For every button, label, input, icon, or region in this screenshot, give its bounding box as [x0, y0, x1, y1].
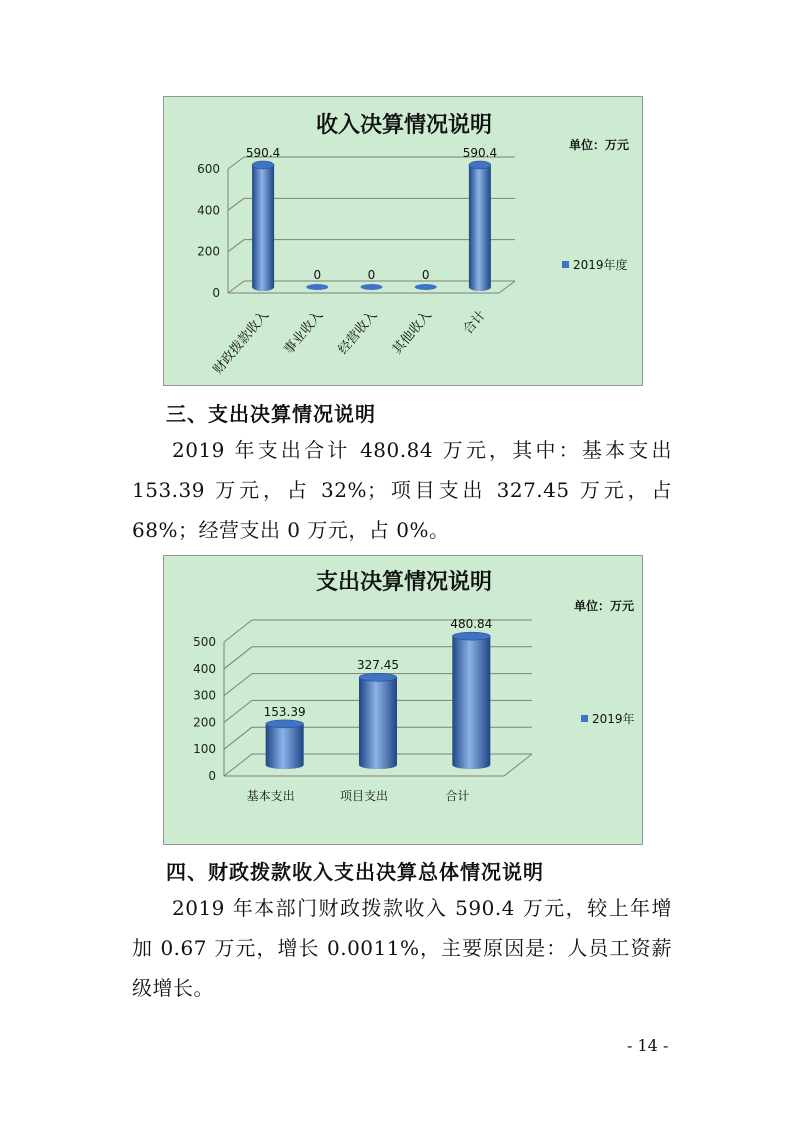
- bar-top: [359, 673, 397, 681]
- legend-label: 2019年: [592, 712, 635, 726]
- unit-label: 单位：万元: [568, 138, 629, 152]
- legend-swatch: [562, 261, 569, 268]
- data-label: 0: [367, 268, 376, 282]
- x-tick-label: 基本支出: [246, 789, 295, 803]
- bar-top: [252, 161, 274, 169]
- y-tick-label: 0: [208, 769, 216, 783]
- bar: [361, 284, 383, 290]
- y-tick-label: 100: [193, 742, 216, 757]
- bar: [469, 165, 491, 291]
- y-tick-label: 200: [193, 715, 216, 730]
- page-number: - 14 -: [627, 1036, 669, 1055]
- x-tick-label: 合计: [445, 789, 470, 803]
- bar: [452, 636, 490, 769]
- bar-top: [452, 632, 490, 640]
- bar-top: [469, 161, 491, 169]
- legend-swatch: [581, 715, 588, 722]
- data-label: 590.4: [245, 145, 281, 160]
- y-tick-label: 400: [197, 203, 220, 218]
- data-label: 153.39: [263, 704, 306, 719]
- data-label: 327.45: [357, 658, 399, 673]
- chart-title: 收入决算情况说明: [315, 113, 493, 138]
- data-label: 0: [313, 268, 322, 282]
- bar: [252, 165, 274, 291]
- x-tick-label: 项目支出: [339, 789, 389, 803]
- bar: [415, 284, 437, 290]
- y-tick-label: 500: [193, 635, 216, 649]
- bar: [266, 724, 304, 769]
- y-tick-label: 200: [197, 244, 220, 259]
- y-tick-label: 0: [212, 286, 220, 300]
- x-tick-label: 合计: [460, 307, 489, 338]
- y-tick-label: 300: [193, 688, 216, 703]
- data-label: 0: [421, 268, 430, 282]
- unit-label: 单位：万元: [573, 599, 634, 613]
- fiscal-paragraph: 2019 年本部门财政拨款收入 590.4 万元，较上年增加 0.67 万元，增长 0.0011%，主要原因是：人员工资薪级增长。: [132, 896, 672, 1000]
- income-chart: [163, 96, 643, 386]
- fiscal-section-heading: 四、财政拨款收入支出决算总体情况说明: [166, 860, 544, 884]
- x-tick-label: 财政拨款收入: [210, 307, 273, 378]
- bar: [359, 677, 397, 769]
- x-tick-label: 经营收入: [335, 307, 381, 358]
- bar: [306, 284, 328, 290]
- expense-paragraph: 2019 年支出合计 480.84 万元，其中：基本支出 153.39 万元，占 32%；项目支出 327.45 万元，占 68%；经营支出 0 万元，占 0%。: [132, 438, 672, 542]
- expense-chart: [163, 555, 643, 845]
- y-tick-label: 600: [197, 162, 220, 176]
- chart-title: 支出决算情况说明: [315, 570, 493, 595]
- expense-section-heading: 三、支出决算情况说明: [166, 402, 376, 426]
- income-chart-svg: [164, 97, 644, 387]
- y-tick-label: 400: [193, 661, 216, 676]
- bar-top: [266, 720, 304, 728]
- data-label: 480.84: [450, 617, 493, 632]
- x-tick-label: 其他收入: [389, 307, 435, 358]
- data-label: 590.4: [462, 145, 498, 160]
- legend-label: 2019年度: [573, 258, 628, 272]
- x-tick-label: 事业收入: [281, 307, 327, 358]
- expense-chart-svg: [164, 556, 644, 846]
